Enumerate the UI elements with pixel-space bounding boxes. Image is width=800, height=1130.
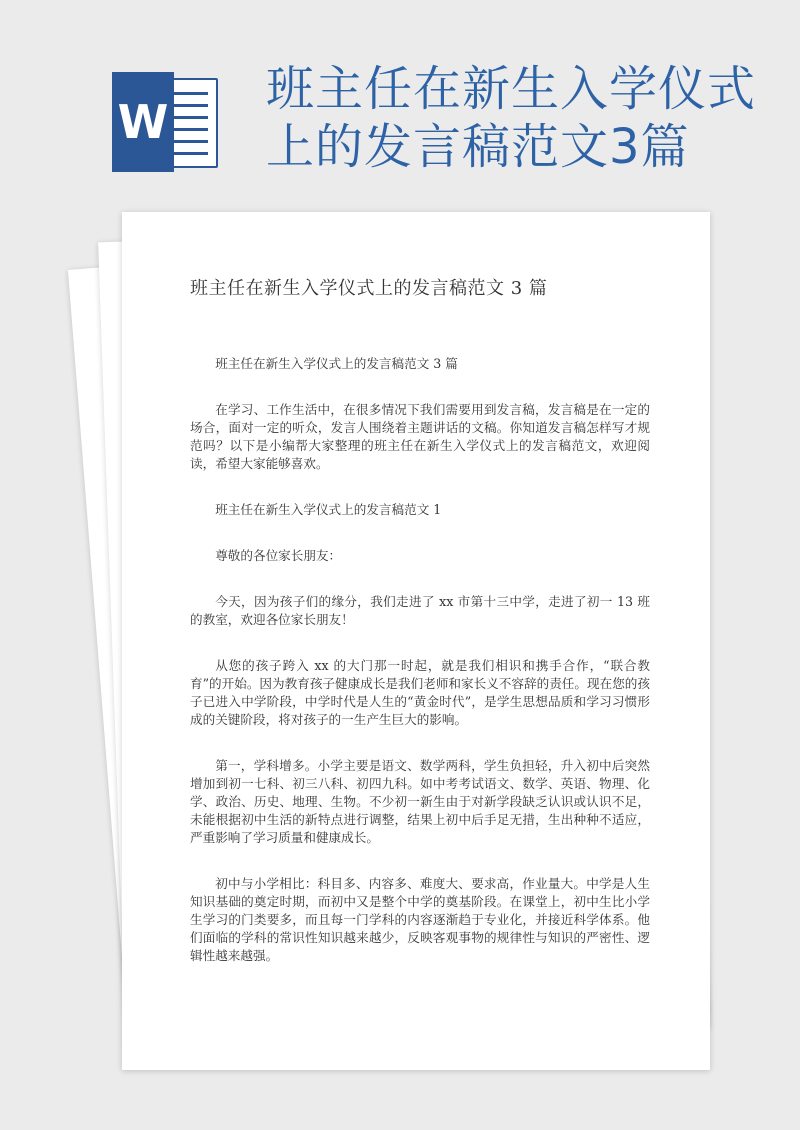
document-title: 班主任在新生入学仪式上的发言稿范文 3 篇	[190, 278, 548, 299]
word-icon	[112, 72, 216, 172]
paragraph: 班主任在新生入学仪式上的发言稿范文 1	[215, 502, 442, 517]
paragraph: 从您的孩子跨入 xx 的大门那一时起，就是我们相识和携手合作，“联合教育”的开始。因为教育孩子健康成长是我们老师和家长义不容辞的责任。现在您的孩子已进入中学阶段，中学时代是人生的“黄金时代”，是学生思想品质和学习习惯形成的关键阶段，将对孩子的一生产生巨大的影响。	[190, 658, 650, 727]
paragraph: 今天，因为孩子们的缘分，我们走进了 xx 市第十三中学，走进了初一 13 班的教室，欢迎各位家长朋友！	[190, 594, 650, 627]
paragraph: 第一，学科增多。小学主要是语文、数学两科，学生负担轻，升入初中后突然增加到初一七科、初三八科、初四九科。如中考考试语文、数学、英语、物理、化学、政治、历史、地理、生物。不少初一新生由于对新学段缺乏认识或认识不足，未能根据初中生活的新特点进行调整，结果上初中后手足无措，生出种种不适应，严重影响了学习质量和健康成长。	[190, 758, 650, 845]
word-letter-badge: W	[112, 72, 174, 172]
paragraph: 初中与小学相比：科目多、内容多、难度大、要求高，作业量大。中学是人生知识基础的奠定时期，而初中又是整个中学的奠基阶段。在课堂上，初中生比小学生学习的门类要多，而且每一门学科的内容逐渐趋于专业化，并接近科学体系。他们面临的学科的常识性知识越来越少，反映客观事物的规律性与知识的严密性、逻辑性越来越强。	[190, 876, 650, 963]
document-body	[190, 274, 650, 993]
page-header	[0, 0, 800, 215]
document-page	[122, 212, 710, 1070]
paragraph: 尊敬的各位家长朋友：	[215, 548, 342, 563]
paragraph: 班主任在新生入学仪式上的发言稿范文 3 篇	[215, 356, 458, 371]
paragraph: 在学习、工作生活中，在很多情况下我们需要用到发言稿，发言稿是在一定的场合，面对一定的听众，发言人围绕着主题讲话的文稿。你知道发言稿怎样写才规范吗？以下是小编帮大家整理的班主任在新生入学仪式上的发言稿范文，欢迎阅读，希望大家能够喜欢。	[190, 402, 650, 471]
page-title: 班主任在新生入学仪式上的发言稿范文3篇	[266, 61, 757, 175]
